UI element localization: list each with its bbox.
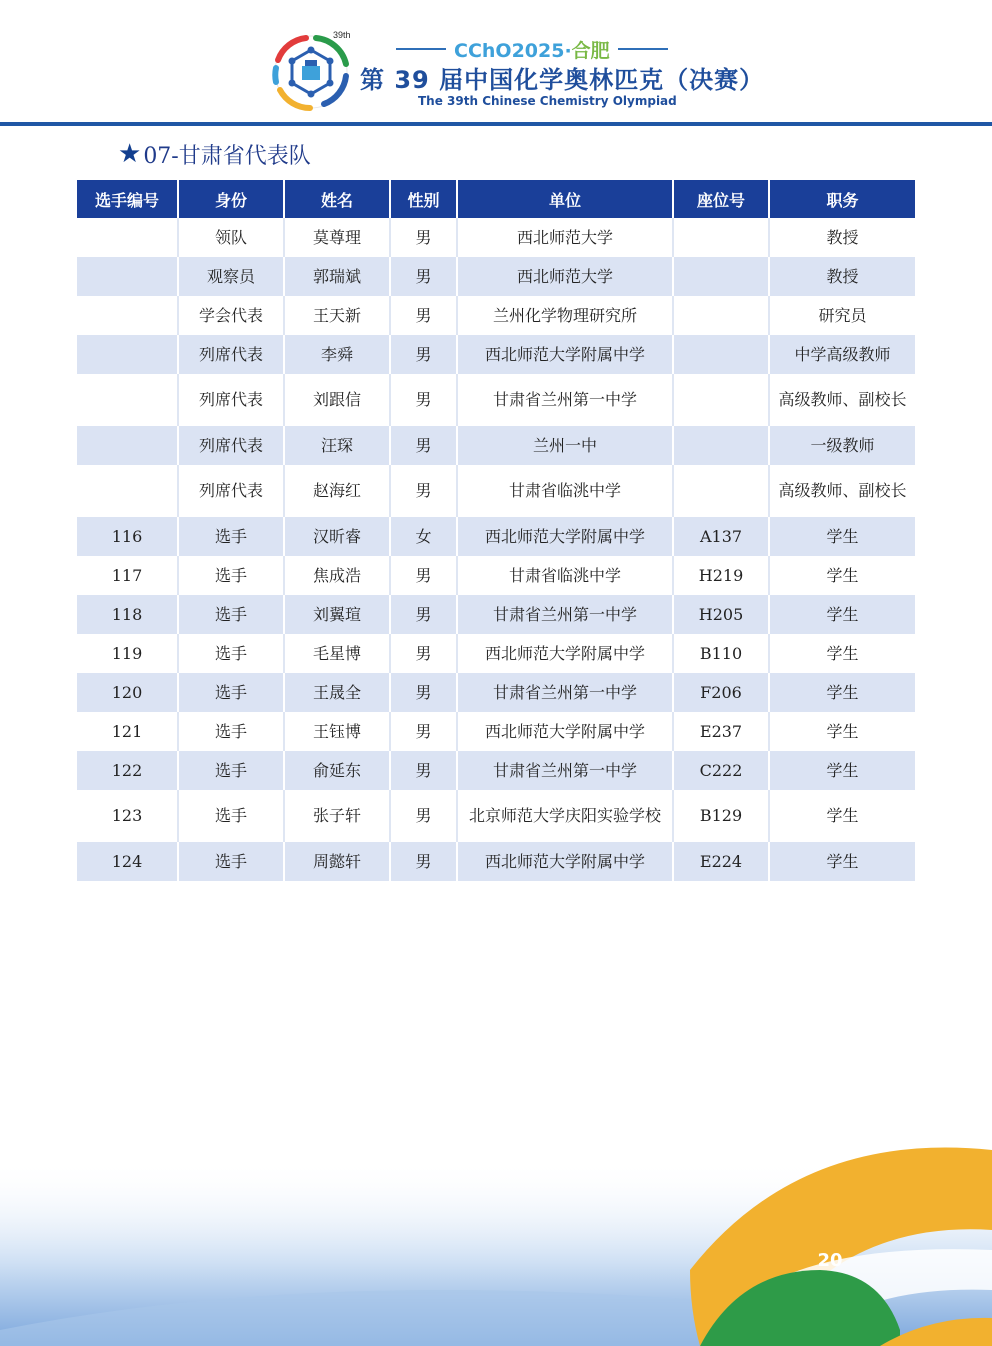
name-cell: 王钰博	[284, 712, 390, 751]
role-cell: 列席代表	[178, 426, 284, 465]
role-cell: 观察员	[178, 257, 284, 296]
name-cell: 周懿轩	[284, 842, 390, 881]
brand-dot: ·	[564, 39, 572, 62]
unit-cell: 兰州化学物理研究所	[457, 296, 673, 335]
player-no-cell: 120	[77, 673, 178, 712]
gender-cell: 男	[390, 595, 457, 634]
gender-cell: 男	[390, 465, 457, 517]
unit-cell: 西北师范大学	[457, 257, 673, 296]
player-no-cell: 116	[77, 517, 178, 556]
player-no-cell	[77, 335, 178, 374]
position-cell: 学生	[769, 634, 915, 673]
position-cell: 学生	[769, 673, 915, 712]
unit-cell: 西北师范大学附属中学	[457, 712, 673, 751]
table-row	[77, 842, 915, 881]
player-no-cell	[77, 374, 178, 426]
position-cell: 教授	[769, 257, 915, 296]
table-row	[77, 673, 915, 712]
seat-cell: C222	[673, 751, 769, 790]
name-cell: 张子轩	[284, 790, 390, 842]
unit-cell: 西北师范大学附属中学	[457, 842, 673, 881]
player-no-cell: 121	[77, 712, 178, 751]
table-row	[77, 257, 915, 296]
table-header-row	[77, 180, 915, 218]
gender-cell: 男	[390, 374, 457, 426]
name-cell: 郭瑞斌	[284, 257, 390, 296]
gender-cell: 男	[390, 296, 457, 335]
role-cell: 学会代表	[178, 296, 284, 335]
position-cell: 学生	[769, 595, 915, 634]
position-cell: 高级教师、副校长	[769, 465, 915, 517]
role-cell: 列席代表	[178, 465, 284, 517]
player-no-cell	[77, 296, 178, 335]
unit-cell: 甘肃省兰州第一中学	[457, 374, 673, 426]
unit-cell: 兰州一中	[457, 426, 673, 465]
role-cell: 选手	[178, 842, 284, 881]
role-cell: 选手	[178, 673, 284, 712]
unit-cell: 北京师范大学庆阳实验学校	[457, 790, 673, 842]
col-player-no-header: 选手编号	[77, 180, 178, 218]
role-cell: 选手	[178, 790, 284, 842]
table-row	[77, 751, 915, 790]
seat-cell: B110	[673, 634, 769, 673]
name-cell: 刘跟信	[284, 374, 390, 426]
gender-cell: 男	[390, 842, 457, 881]
player-no-cell: 118	[77, 595, 178, 634]
page-number: 20	[817, 1250, 843, 1271]
position-cell: 中学高级教师	[769, 335, 915, 374]
table-row	[77, 517, 915, 556]
table-row	[77, 426, 915, 465]
brand-line	[396, 36, 696, 62]
unit-cell: 西北师范大学	[457, 218, 673, 257]
gender-cell: 男	[390, 751, 457, 790]
position-cell: 教授	[769, 218, 915, 257]
brand-dash-right	[618, 48, 668, 50]
team-roster-table	[77, 180, 915, 881]
position-cell: 一级教师	[769, 426, 915, 465]
gender-cell: 男	[390, 556, 457, 595]
position-cell: 学生	[769, 751, 915, 790]
gender-cell: 男	[390, 335, 457, 374]
gender-cell: 男	[390, 218, 457, 257]
unit-cell: 甘肃省临洮中学	[457, 556, 673, 595]
gender-cell: 男	[390, 257, 457, 296]
player-no-cell: 117	[77, 556, 178, 595]
role-cell: 选手	[178, 634, 284, 673]
player-no-cell	[77, 257, 178, 296]
seat-cell: H219	[673, 556, 769, 595]
position-cell: 高级教师、副校长	[769, 374, 915, 426]
unit-cell: 甘肃省兰州第一中学	[457, 595, 673, 634]
col-position-header: 职务	[769, 180, 915, 218]
brand-text	[454, 36, 610, 63]
unit-cell: 西北师范大学附属中学	[457, 335, 673, 374]
brand-dash-left	[396, 48, 446, 50]
col-name-header: 姓名	[284, 180, 390, 218]
table-row	[77, 465, 915, 517]
table-row	[77, 296, 915, 335]
table-row	[77, 374, 915, 426]
name-cell: 李舜	[284, 335, 390, 374]
name-cell: 赵海红	[284, 465, 390, 517]
role-cell: 选手	[178, 712, 284, 751]
unit-cell: 甘肃省兰州第一中学	[457, 751, 673, 790]
seat-cell: H205	[673, 595, 769, 634]
brand-name: CChO2025	[454, 39, 565, 62]
header-rule	[0, 122, 992, 126]
name-cell: 王晟全	[284, 673, 390, 712]
gender-cell: 男	[390, 712, 457, 751]
player-no-cell	[77, 218, 178, 257]
seat-cell: E237	[673, 712, 769, 751]
footer-decoration	[0, 1120, 992, 1346]
table-row	[77, 712, 915, 751]
name-cell: 毛星博	[284, 634, 390, 673]
seat-cell: F206	[673, 673, 769, 712]
role-cell: 选手	[178, 595, 284, 634]
name-cell: 刘翼瑄	[284, 595, 390, 634]
player-no-cell	[77, 465, 178, 517]
position-cell: 学生	[769, 842, 915, 881]
seat-cell: A137	[673, 517, 769, 556]
table-row	[77, 218, 915, 257]
player-no-cell: 119	[77, 634, 178, 673]
name-cell: 焦成浩	[284, 556, 390, 595]
player-no-cell: 122	[77, 751, 178, 790]
table-row	[77, 335, 915, 374]
team-title: 07-甘肃省代表队	[143, 143, 311, 169]
ccho-logo	[266, 30, 356, 114]
name-cell: 汪琛	[284, 426, 390, 465]
position-cell: 学生	[769, 712, 915, 751]
name-cell: 汉昕睿	[284, 517, 390, 556]
competition-title-cn: 第 39 届中国化学奥林匹克（决赛）	[360, 66, 765, 94]
table-row	[77, 790, 915, 842]
player-no-cell	[77, 426, 178, 465]
role-cell: 选手	[178, 556, 284, 595]
player-no-cell: 123	[77, 790, 178, 842]
name-cell: 莫尊理	[284, 218, 390, 257]
unit-cell: 西北师范大学附属中学	[457, 517, 673, 556]
col-role-header: 身份	[178, 180, 284, 218]
position-cell: 学生	[769, 517, 915, 556]
name-cell: 俞延东	[284, 751, 390, 790]
role-cell: 列席代表	[178, 374, 284, 426]
position-cell: 研究员	[769, 296, 915, 335]
seat-cell: B129	[673, 790, 769, 842]
seat-cell	[673, 335, 769, 374]
gender-cell: 男	[390, 426, 457, 465]
star-icon: ★	[118, 139, 142, 169]
seat-cell: E224	[673, 842, 769, 881]
gender-cell: 男	[390, 634, 457, 673]
role-cell: 列席代表	[178, 335, 284, 374]
brand-city: 合肥	[571, 39, 610, 62]
seat-cell	[673, 426, 769, 465]
col-gender-header: 性别	[390, 180, 457, 218]
table-row	[77, 556, 915, 595]
seat-cell	[673, 257, 769, 296]
position-cell: 学生	[769, 790, 915, 842]
page-header	[0, 0, 992, 124]
competition-title-en: The 39th Chinese Chemistry Olympiad	[418, 94, 677, 108]
gender-cell: 女	[390, 517, 457, 556]
name-cell: 王天新	[284, 296, 390, 335]
player-no-cell: 124	[77, 842, 178, 881]
position-cell: 学生	[769, 556, 915, 595]
unit-cell: 甘肃省临洮中学	[457, 465, 673, 517]
role-cell: 领队	[178, 218, 284, 257]
table-body	[77, 218, 915, 881]
seat-cell	[673, 374, 769, 426]
table-row	[77, 595, 915, 634]
section-title	[118, 138, 311, 170]
unit-cell: 甘肃省兰州第一中学	[457, 673, 673, 712]
gender-cell: 男	[390, 790, 457, 842]
col-seat-header: 座位号	[673, 180, 769, 218]
seat-cell	[673, 465, 769, 517]
gender-cell: 男	[390, 673, 457, 712]
seat-cell	[673, 296, 769, 335]
logo-superscript: 39th	[333, 30, 351, 40]
unit-cell: 西北师范大学附属中学	[457, 634, 673, 673]
role-cell: 选手	[178, 517, 284, 556]
table-row	[77, 634, 915, 673]
seat-cell	[673, 218, 769, 257]
role-cell: 选手	[178, 751, 284, 790]
col-unit-header: 单位	[457, 180, 673, 218]
